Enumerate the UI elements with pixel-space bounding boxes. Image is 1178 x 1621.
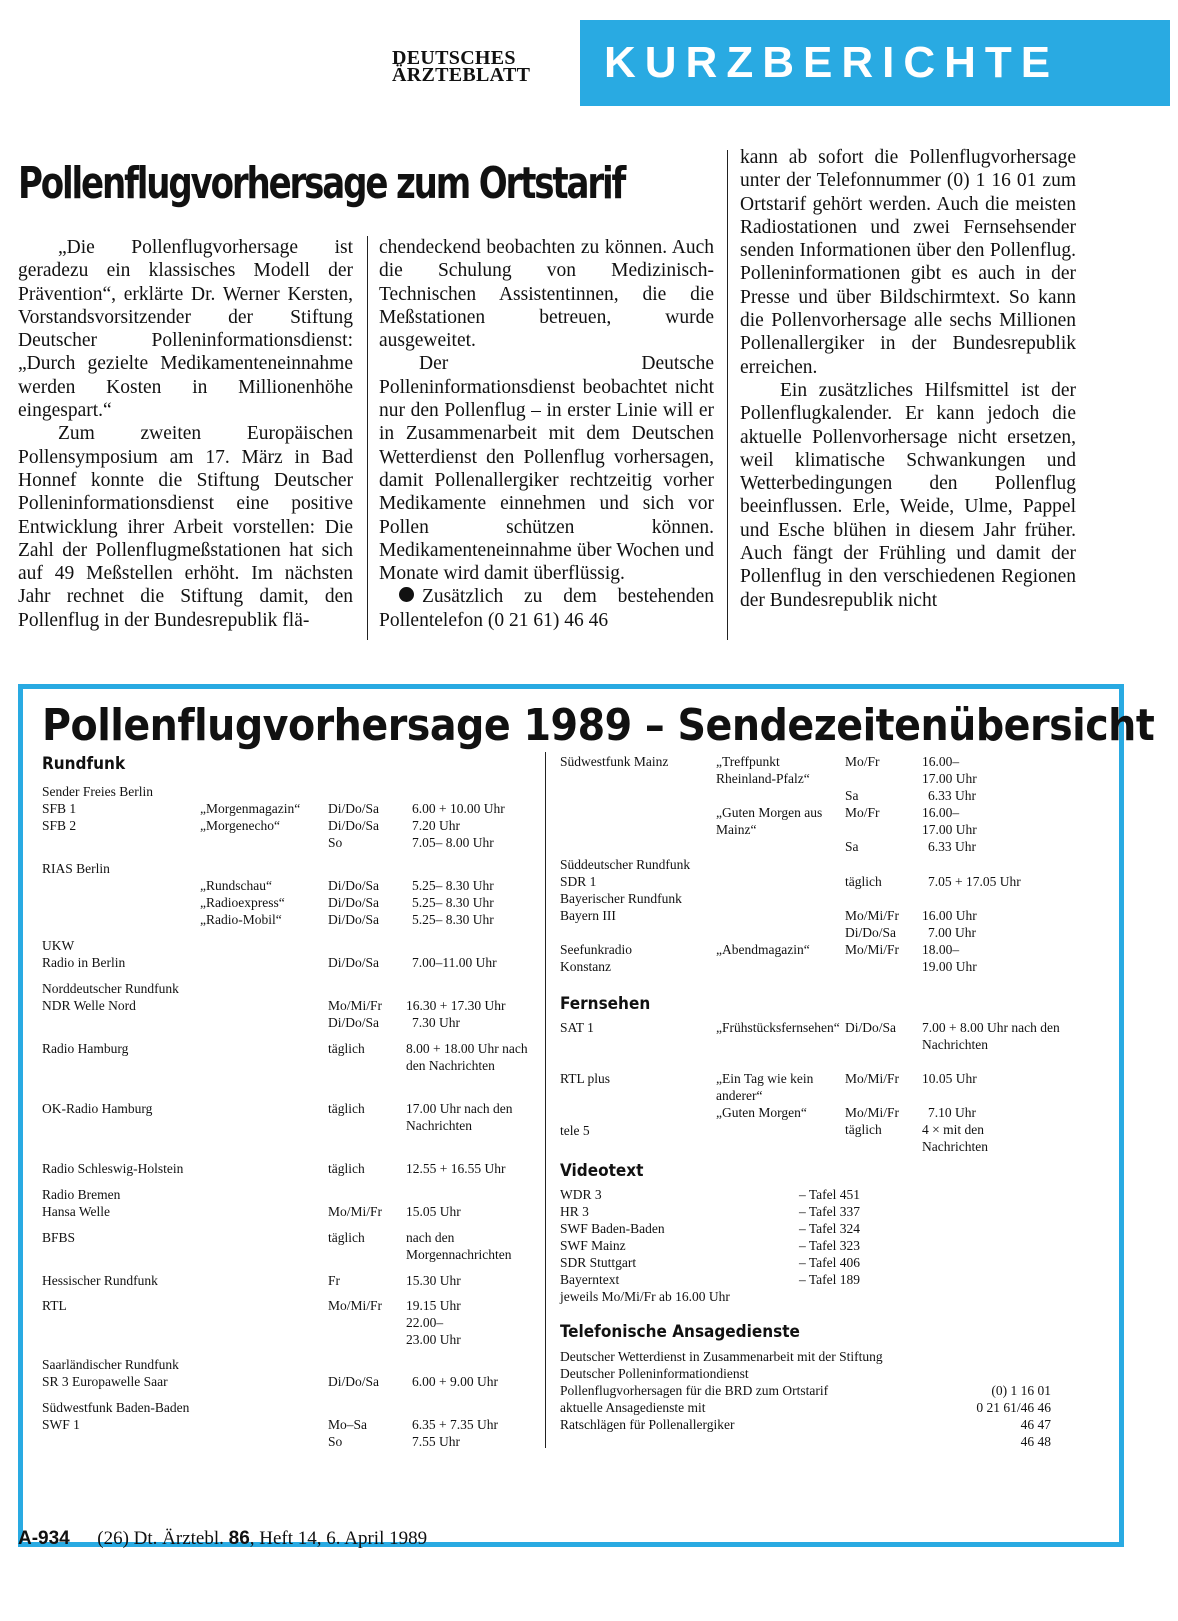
tafel: – Tafel 323 <box>799 1238 861 1253</box>
days: Mo/Mi/Fr <box>328 1204 383 1219</box>
article-headline: Pollenflugvorhersage zum Ortstarif <box>18 158 625 209</box>
time: 5.25– 8.30 Uhr <box>412 878 494 893</box>
telefon-line: aktuelle Ansagedienste mit <box>560 1400 706 1415</box>
days: Mo/Mi/Fr <box>845 1071 900 1086</box>
station: SAT 1 <box>560 1020 594 1035</box>
days: Mo–Sa <box>328 1417 368 1432</box>
days: täglich <box>328 1101 365 1116</box>
tafel: – Tafel 324 <box>799 1221 861 1236</box>
time: 8.00 + 18.00 Uhr nach den Nachrichten <box>406 1041 528 1073</box>
rundfunk-heading: Rundfunk <box>42 754 126 774</box>
paragraph-text: Zusätzlich zu dem bestehenden Pollentelefon (0 21 61) 46 46 <box>379 586 714 631</box>
days: Mo/Fr <box>845 805 880 820</box>
days: Fr <box>328 1273 341 1288</box>
station: Radio Bremen <box>42 1187 121 1202</box>
time: 7.00–11.00 Uhr <box>412 955 497 970</box>
days: täglich <box>845 1122 882 1137</box>
time: 5.25– 8.30 Uhr <box>412 895 494 910</box>
time: 12.55 + 16.55 Uhr <box>406 1161 506 1176</box>
bullet-icon <box>399 587 414 602</box>
program: „Treffpunkt Rheinland-Pfalz“ <box>716 754 810 786</box>
program: „Radio-Mobil“ <box>200 912 282 927</box>
station: Radio in Berlin <box>42 955 126 970</box>
station: BFBS <box>42 1230 76 1245</box>
days: Di/Do/Sa <box>845 1020 897 1035</box>
volume-number: 86 <box>228 1528 250 1549</box>
station: Südwestfunk Mainz <box>560 754 669 769</box>
section-title: KURZBERICHTE <box>604 38 1060 87</box>
paragraph: Zum zweiten Europäischen Pollensymposium am 17. März in Bad Honnef konnte die Stiftung Deutscher Polleninformationsdienst eine positive Entwicklung ihrer Arbeit vorstellen: Die Zahl der Pollenflugmeßstationen hat sich auf 49 Meßstellen erhöht. Im nächsten Jahr rechnet die Stiftung damit, den Pollenflug in der Bundesrepublik flä- <box>18 423 353 631</box>
days: Di/Do/Sa <box>328 955 380 970</box>
station: SR 3 Europawelle Saar <box>42 1374 168 1389</box>
station: Radio Schleswig-Holstein <box>42 1161 184 1176</box>
program: „Morgenecho“ <box>200 818 280 833</box>
program: „Abendmagazin“ <box>716 942 810 957</box>
videotext-heading: Videotext <box>560 1161 644 1181</box>
time: 6.33 Uhr <box>928 788 976 803</box>
time: 16.00– 17.00 Uhr <box>922 805 977 837</box>
station: Radio Hamburg <box>42 1041 129 1056</box>
station: SWF 1 <box>42 1417 80 1432</box>
days: täglich <box>328 1161 365 1176</box>
days: Mo/Mi/Fr <box>845 908 900 923</box>
column-divider <box>727 150 728 640</box>
station: Seefunkradio Konstanz <box>560 942 632 974</box>
page-footer <box>18 1528 427 1550</box>
program: „Guten Morgen“ <box>716 1105 807 1120</box>
station: SWF Mainz <box>560 1238 626 1253</box>
citation-prefix: (26) Dt. Ärztebl. <box>97 1528 224 1549</box>
time: 18.00– 19.00 Uhr <box>922 942 977 974</box>
time: 4 × mit den Nachrichten <box>922 1122 988 1154</box>
time: 17.00 Uhr nach den Nachrichten <box>406 1101 513 1133</box>
days: Di/Do/Sa <box>328 1015 380 1030</box>
days: So <box>328 835 343 850</box>
phone-number: 46 47 <box>1020 1417 1051 1432</box>
time: 7.55 Uhr <box>412 1434 460 1449</box>
days: Di/Do/Sa <box>328 801 380 816</box>
logo-line-1: DEUTSCHES <box>392 47 516 69</box>
days: Sa <box>845 788 859 803</box>
time: 16.00– 17.00 Uhr <box>922 754 977 786</box>
days: Di/Do/Sa <box>328 1374 380 1389</box>
page-code: A-934 <box>18 1528 70 1549</box>
station: Bayerntext <box>560 1272 620 1287</box>
station: SWF Baden-Baden <box>560 1221 665 1236</box>
days: täglich <box>845 874 882 889</box>
phone-number: 46 48 <box>1020 1434 1051 1449</box>
station: Norddeutscher Rundfunk <box>42 981 179 996</box>
days: Di/Do/Sa <box>328 912 380 927</box>
paragraph: „Die Pollenflugvorhersage ist geradezu ein klassisches Modell der Prävention“, erklärte Dr. Werner Kersten, Vorstandsvorsitzender der Stiftung Deutscher Polleninformationsdienst: „Durch gezielte Medikamenteneinnahme werden Kosten in Millionenhöhe eingespart.“ <box>18 237 353 422</box>
program: „Frühstücksfernsehen“ <box>716 1020 840 1035</box>
telefon-line: Deutscher Wetterdienst in Zusammenarbeit mit der Stiftung <box>560 1349 883 1364</box>
station: tele 5 <box>560 1123 590 1138</box>
time: 19.15 Uhr 22.00– 23.00 Uhr <box>406 1298 461 1347</box>
time: 7.00 + 8.00 Uhr nach den Nachrichten <box>922 1020 1060 1052</box>
days: Mo/Mi/Fr <box>328 998 383 1013</box>
station: Südwestfunk Baden-Baden <box>42 1400 190 1415</box>
journal-logo <box>392 47 531 86</box>
station: Bayerischer Rundfunk <box>560 891 682 906</box>
paragraph: kann ab sofort die Pollenflugvorhersage unter der Telefonnummer (0) 1 16 01 zum Ortstarif gehört werden. Auch die meisten Radiostationen und zwei Fernsehsender senden Informationen über den Pollenflug. Polleninformationen gibt es auch in der Presse und über Bildschirmtext. So kann die Pollenvorhersage alle sechs Millionen Pollenallergiker in der Bundesrepublik erreichen. <box>740 147 1076 378</box>
telefon-line: Pollenflugvorhersagen für die BRD zum Ortstarif <box>560 1383 829 1398</box>
program: „Ein Tag wie kein anderer“ <box>716 1071 814 1103</box>
column-divider <box>367 236 368 640</box>
time: 7.05 + 17.05 Uhr <box>928 874 1021 889</box>
tafel: – Tafel 337 <box>799 1204 861 1219</box>
telefon-line: Deutscher Polleninformationdienst <box>560 1366 749 1381</box>
time: 7.10 Uhr <box>928 1105 976 1120</box>
days: Di/Do/Sa <box>328 895 380 910</box>
tafel: – Tafel 406 <box>799 1255 861 1270</box>
time: 10.05 Uhr <box>922 1071 977 1086</box>
station: SFB 2 <box>42 818 77 833</box>
videotext-note: jeweils Mo/Mi/Fr ab 16.00 Uhr <box>560 1289 730 1304</box>
time: 16.00 Uhr <box>922 908 977 923</box>
time: 15.30 Uhr <box>406 1273 461 1288</box>
article-column-3 <box>740 146 1076 612</box>
station: SDR 1 <box>560 874 597 889</box>
station: Sender Freies Berlin <box>42 784 153 799</box>
telefon-heading: Telefonische Ansagedienste <box>560 1322 800 1342</box>
time: 7.20 Uhr <box>412 818 460 833</box>
phone-number: (0) 1 16 01 <box>991 1383 1051 1398</box>
box-divider <box>545 752 546 1448</box>
days: Mo/Mi/Fr <box>845 1105 900 1120</box>
phone-number: 0 21 61/46 46 <box>976 1400 1051 1415</box>
time: nach den Morgennachrichten <box>406 1230 512 1262</box>
station: Hessischer Rundfunk <box>42 1273 158 1288</box>
station: HR 3 <box>560 1204 589 1219</box>
time: 7.00 Uhr <box>928 925 976 940</box>
station: UKW <box>42 938 75 953</box>
days: Mo/Mi/Fr <box>845 942 900 957</box>
station: SFB 1 <box>42 801 77 816</box>
tafel: – Tafel 451 <box>799 1187 861 1202</box>
time: 6.33 Uhr <box>928 839 976 854</box>
program: „Rundschau“ <box>200 878 272 893</box>
station: NDR Welle Nord <box>42 998 136 1013</box>
time: 5.25– 8.30 Uhr <box>412 912 494 927</box>
schedule-title: Pollenflugvorhersage 1989 – Sendezeitenübersicht <box>42 700 1155 751</box>
station: RTL <box>42 1298 67 1313</box>
time: 6.00 + 9.00 Uhr <box>412 1374 498 1389</box>
time: 15.05 Uhr <box>406 1204 461 1219</box>
station: Süddeutscher Rundfunk <box>560 857 691 872</box>
days: täglich <box>328 1041 365 1056</box>
paragraph: Der Deutsche Polleninformationsdienst beobachtet nicht nur den Pollenflug – in erster Linie will er in Zusammenarbeit mit dem Deutschen Wetterdienst den Pollenflug vorhersagen, damit Pollenallergiker rechtzeitig vorher Medikamente einnehmen und sich vor Pollen schützen können. Medikamenteneinnahme über Wochen und Monate wird damit überflüssig. <box>379 353 714 585</box>
days: Di/Do/Sa <box>845 925 897 940</box>
time: 6.00 + 10.00 Uhr <box>412 801 505 816</box>
telefon-line: Ratschlägen für Pollenallergiker <box>560 1417 735 1432</box>
station: RIAS Berlin <box>42 861 110 876</box>
time: 6.35 + 7.35 Uhr <box>412 1417 498 1432</box>
paragraph: Ein zusätzliches Hilfsmittel ist der Pollenflugkalender. Er kann jedoch die aktuelle Pollenvorhersage nicht ersetzen, weil klimatische Schwankungen und Wetterbedingungen den Pollenflug beeinflussen. Erle, Weide, Ulme, Pappel und Esche blühen in diesem Jahr früher. Auch fängt der Frühling und damit der Pollenflug in den verschiedenen Regionen der Bundesrepublik nicht <box>740 379 1076 611</box>
station: SDR Stuttgart <box>560 1255 637 1270</box>
paragraph <box>379 585 714 632</box>
days: So <box>328 1434 343 1449</box>
days: Mo/Mi/Fr <box>328 1298 383 1313</box>
time: 7.30 Uhr <box>412 1015 460 1030</box>
days: Di/Do/Sa <box>328 878 380 893</box>
program: „Radioexpress“ <box>200 895 285 910</box>
days: Di/Do/Sa <box>328 818 380 833</box>
days: täglich <box>328 1230 365 1245</box>
section-banner <box>580 20 1170 106</box>
program: „Morgenmagazin“ <box>200 801 301 816</box>
article-column-2 <box>379 236 714 632</box>
station: RTL plus <box>560 1071 611 1086</box>
logo-line-2: ÄRZTEBLATT <box>392 64 531 86</box>
paragraph: chendeckend beobachten zu können. Auch die Schulung von Medizinisch-Technischen Assistentinnen, die die Meßstationen betreuen, wurde ausgeweitet. <box>379 237 714 352</box>
days: Sa <box>845 839 859 854</box>
station: OK-Radio Hamburg <box>42 1101 153 1116</box>
citation-suffix: , Heft 14, 6. April 1989 <box>249 1528 428 1549</box>
fernsehen-heading: Fernsehen <box>560 994 651 1014</box>
station: Bayern III <box>560 908 616 923</box>
program: „Guten Morgen aus Mainz“ <box>716 805 823 837</box>
station: WDR 3 <box>560 1187 602 1202</box>
tafel: – Tafel 189 <box>799 1272 861 1287</box>
station: Saarländischer Rundfunk <box>42 1357 179 1372</box>
days: Mo/Fr <box>845 754 880 769</box>
time: 7.05– 8.00 Uhr <box>412 835 494 850</box>
time: 16.30 + 17.30 Uhr <box>406 998 506 1013</box>
station: Hansa Welle <box>42 1204 111 1219</box>
article-column-1 <box>18 236 353 632</box>
